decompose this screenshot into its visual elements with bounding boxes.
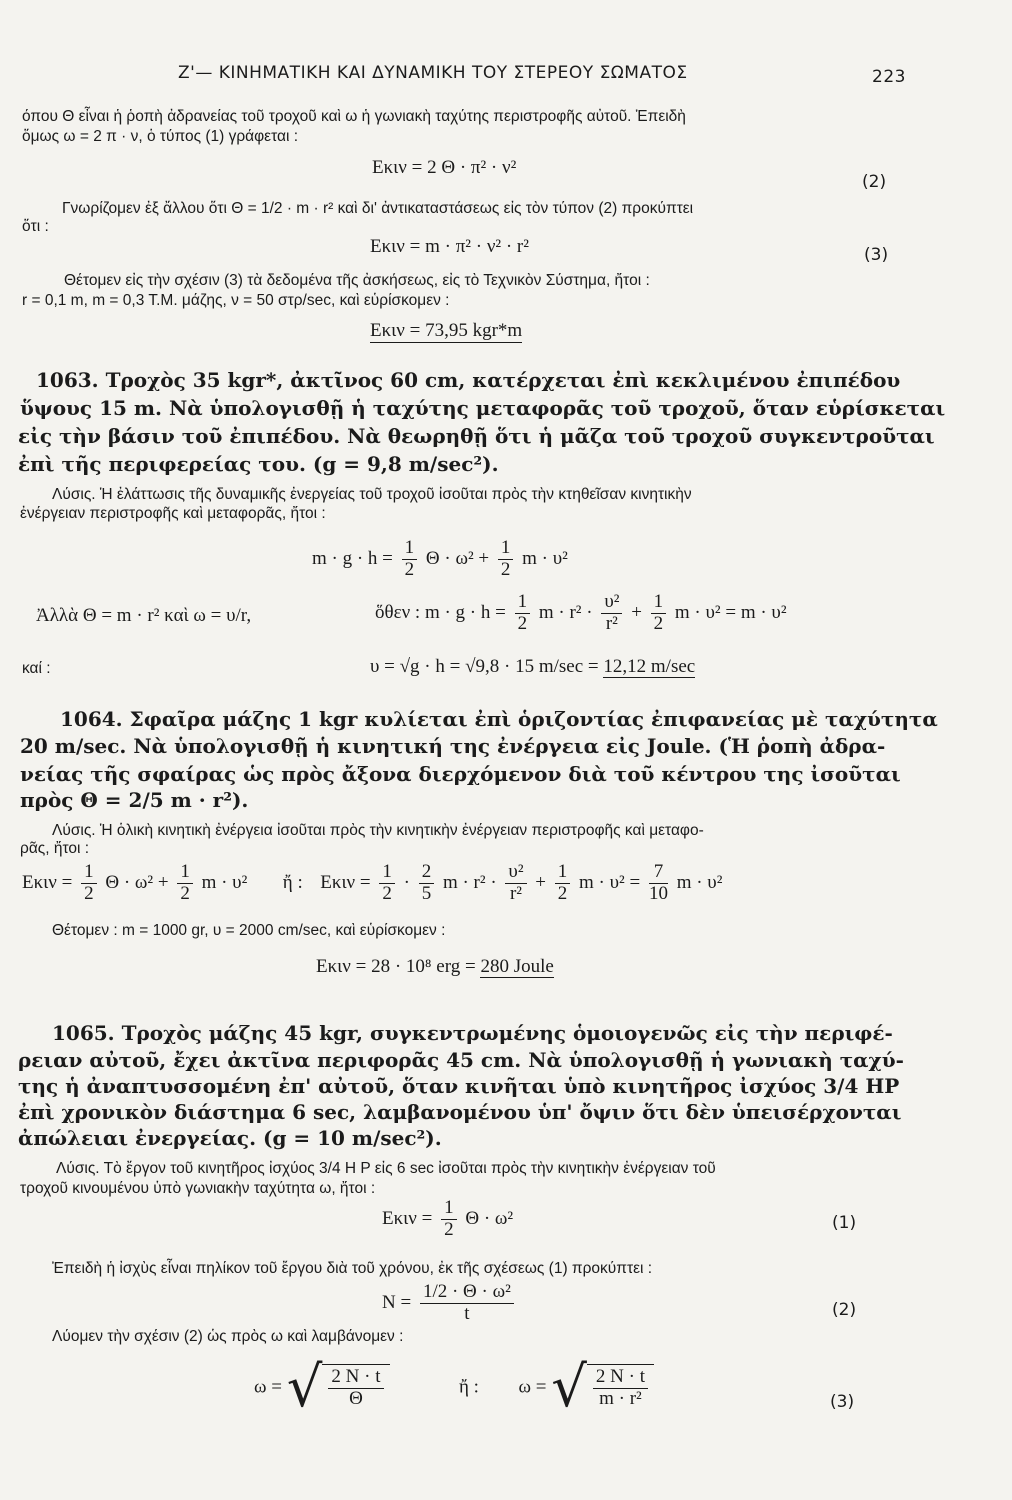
problem-1063-line: εἰς τὴν βάσιν τοῦ ἐπιπέδου. Νὰ θεωρηθῇ ὅτι ἡ μᾶζα τοῦ τροχοῦ συγκεντροῦται: [18, 424, 935, 448]
text-line: όπου Θ εἶναι ἡ ῥοπὴ ἀδρανείας τοῦ τροχοῦ καὶ ω ἡ γωνιακὴ ταχύτης περιστροφῆς αὐτοῦ. Ἐπειδὴ: [22, 108, 686, 125]
text-line: ὅμως ω = 2 π · ν, ὁ τύπος (1) γράφεται :: [22, 128, 299, 145]
running-header: Z'— ΚΙΝΗΜΑΤΙΚΗ ΚΑΙ ΔΥΝΑΜΙΚΗ ΤΟΥ ΣΤΕΡΕΟΥ ΣΩΜΑΤΟΣ: [178, 63, 688, 83]
result-underlined: 280 Joule: [480, 956, 554, 977]
result-underlined: 12,12 m/sec: [603, 656, 696, 677]
equation-2: N = $\frac{\text{1/2 · Θ · ω²}}{t}$: [382, 1282, 518, 1325]
problem-1064-line: 20 m/sec. Νὰ ὑπολογισθῇ ἡ κινητική της ἐνέργεια εἰς Joule. (Ἡ ῥοπὴ ἀδρα-: [20, 734, 886, 758]
text-line: Θέτομεν εἰς τὴν σχέσιν (3) τὰ δεδομένα τῆς ἀσκήσεως, εἰς τὸ Τεχνικὸν Σύστημα, ἤτοι :: [64, 272, 650, 289]
equation-derivation: ὅθεν : m · g · h = $\frac{1}{2}$ m · r² · $\frac{\text{υ²}}{\text{r²}}$ + $\frac{1}{2}$ m · υ² = m · υ²: [375, 591, 787, 634]
problem-1065-line: ἐπὶ χρονικὸν διάστημα 6 sec, λαμβανομένου ὑπ' ὄψιν ὅτι δὲν ὑπεισέρχονται: [18, 1100, 902, 1124]
problem-1065-line: 1065. Τροχὸς μάζης 45 kgr, συγκεντρωμένης ὁμοιογενῶς εἰς τὴν περιφέ-: [52, 1021, 893, 1045]
problem-1065-line: της ἡ ἀναπτυσσομένη ἐπ' αὐτοῦ, ὅταν κινῆται ὑπὸ κινητῆρος ἰσχύος 3/4 HP: [18, 1074, 900, 1098]
solution-text: Λύσις. Ἡ ἐλάττωσις τῆς δυναμικῆς ἐνεργείας τοῦ τροχοῦ ἰσοῦται πρὸς τὴν κτηθεῖσαν κινητικὴν: [52, 486, 692, 503]
problem-1065-line: ρειαν αὐτοῦ, ἔχει ἀκτῖνα περιφορᾶς 45 cm. Νὰ ὑπολογισθῇ ἡ γωνιακὴ ταχύ-: [18, 1048, 904, 1072]
equation-number: (2): [862, 172, 887, 192]
text-line: Ἐπειδὴ ἡ ἰσχὺς εἶναι πηλίκον τοῦ ἔργου διὰ τοῦ χρόνου, ἐκ τῆς σχέσεως (1) προκύπτει :: [52, 1260, 653, 1277]
text-line: Γνωρίζομεν ἐξ ἄλλου ὅτι Θ = 1/2 · m · r² καὶ δι' ἀντικαταστάσεως εἰς τὸν τύπον (2) προκύπτει: [62, 200, 694, 217]
problem-1065-line: ἀπώλειαι ἐνεργείας. (g = 10 m/sec²).: [18, 1126, 442, 1150]
problem-1064-line: νείας τῆς σφαίρας ὡς πρὸς ἄξονα διερχόμενον διὰ τοῦ κέντρου της ἰσοῦται: [20, 762, 901, 786]
equation-substitution: Ἀλλὰ Θ = m · r² καὶ ω = υ/r,: [36, 605, 252, 626]
result-line: Eκιν = 28 · 10⁸ erg = 280 Joule: [316, 956, 554, 977]
page-number: 223: [872, 67, 906, 87]
problem-1064-line: 1064. Σφαῖρα μάζης 1 kgr κυλίεται ἐπὶ ὁριζοντίας ἐπιφανείας μὲ ταχύτητα: [60, 707, 938, 731]
problem-1064-line: πρὸς Θ = 2/5 m · r²).: [20, 788, 249, 812]
problem-1063-line: ὕψους 15 m. Νὰ ὑπολογισθῇ ἡ ταχύτης μεταφορᾶς τοῦ τροχοῦ, ὅταν εὑρίσκεται: [20, 396, 946, 420]
result-underlined: Eκιν = 73,95 kgr*m: [370, 320, 523, 341]
equation-1: Eκιν = $\frac{1}{2}$ Θ · ω²: [382, 1197, 514, 1240]
solution-text: τροχοῦ κινουμένου ὑπὸ γωνιακὴν ταχύτητα ω, ἤτοι :: [20, 1180, 376, 1197]
problem-1063-line: 1063. Τροχὸς 35 kgr*, ἀκτῖνος 60 cm, κατέρχεται ἐπὶ κεκλιμένου ἐπιπέδου: [36, 368, 901, 392]
equation-number: (3): [830, 1392, 855, 1412]
square-root-icon: √: [286, 1355, 323, 1420]
equation-3: ω = √ $\frac{2 N \cdot t}{\Theta}$ ἤ : ω = √ $\frac{2 N \cdot t}{\text{m · r²}}$: [254, 1360, 654, 1416]
equation-2: Eκιν = 2 Θ · π² · ν²: [372, 157, 517, 178]
text-line: ὅτι :: [22, 218, 49, 235]
equation-number: (3): [864, 245, 889, 265]
equation-3: Eκιν = m · π² · ν² · r²: [370, 236, 529, 257]
equation-number: (1): [832, 1213, 857, 1233]
solution-text: ρᾶς, ἤτοι :: [20, 840, 90, 857]
equation-number: (2): [832, 1300, 857, 1320]
solution-text: ἐνέργειαν περιστροφῆς καὶ μεταφορᾶς, ἤτοι :: [20, 505, 326, 522]
solution-text: Λύσις. Τὸ ἔργον τοῦ κινητῆρος ἰσχύος 3/4 H P εἰς 6 sec ἰσοῦται πρὸς τὴν κινητικὴν ἐνέργειαν τοῦ: [56, 1160, 716, 1177]
equation-energy-balance: m · g · h = $\frac{1}{2}$ Θ · ω² + $\frac{1}{2}$ m · υ²: [312, 537, 568, 580]
solution-text: Λύσις. Ἡ ὁλικὴ κινητικὴ ἐνέργεια ἰσοῦται πρὸς τὴν κινητικὴν ἐνέργειαν περιστροφῆς καὶ μεταφο-: [52, 822, 704, 839]
text-label: καί :: [22, 660, 51, 677]
problem-1063-line: ἐπὶ τῆς περιφερείας του. (g = 9,8 m/sec²).: [18, 452, 499, 476]
square-root-icon: √: [551, 1355, 587, 1420]
equation-total-energy: Eκιν = $\frac{1}{2}$ Θ · ω² + $\frac{1}{2}$ m · υ² ἤ : Eκιν = $\frac{1}{2}$ · $\frac{2}{5}$ m · r² · $\frac{\text{υ²}}{\text{r²}}$ + $\frac{1}{2}$ m · υ² = $\frac{7}{10}$ m · υ²: [22, 861, 723, 904]
text-line: Λύομεν τὴν σχέσιν (2) ὡς πρὸς ω καὶ λαμβάνομεν :: [52, 1328, 404, 1345]
text-line: r = 0,1 m, m = 0,3 T.M. μάζης, ν = 50 στρ/sec, καὶ εὑρίσκομεν :: [22, 292, 450, 309]
text-line: Θέτομεν : m = 1000 gr, υ = 2000 cm/sec, καὶ εὑρίσκομεν :: [52, 922, 446, 939]
final-velocity: υ = √g · h = √9,8 · 15 m/sec = 12,12 m/sec: [370, 656, 696, 677]
